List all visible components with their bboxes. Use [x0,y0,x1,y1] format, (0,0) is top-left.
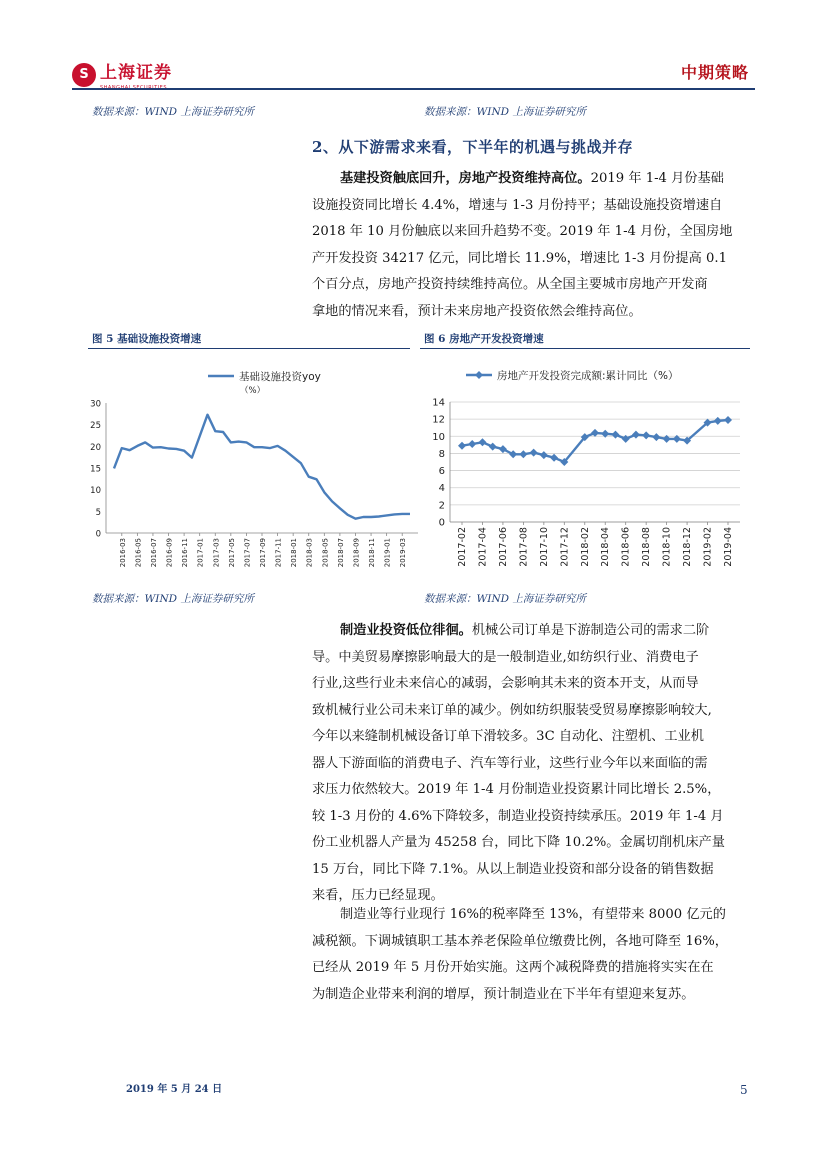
y-tick-label: 12 [432,414,445,426]
x-tick-label: 2017-04 [477,527,489,567]
x-tick-label: 2019-02 [702,527,714,567]
legend-marker [475,371,483,379]
x-tick-label: 2018-05 [321,538,330,568]
para2-line: 致机械行业公司未来订单的减少。例如纺织服装受贸易摩擦影响较大, [312,702,712,718]
x-tick-label: 2017-01 [196,538,205,568]
figure5-title: 图 5 基础设施投资增速 [92,333,202,345]
y-tick-label: 10 [90,486,101,497]
legend-unit: （%） [240,386,266,396]
y-tick-label: 5 [95,507,101,518]
para3-line: 已经从 2019 年 5 月份开始实施。这两个减税降费的措施将实实在在 [312,960,714,975]
para3-line: 减税额。下调城镇职工基本养老保险单位缴费比例，各地可降至 16%， [312,933,728,949]
para1-line: 拿地的情况来看，预计未来房地产投资依然会维持高位。 [312,303,642,319]
x-tick-label: 2018-03 [305,538,314,568]
x-tick-label: 2018-07 [336,538,345,568]
top-source-left: 数据来源：WIND 上海证券研究所 [92,106,254,118]
y-tick-label: 8 [438,448,445,460]
data-point [550,454,558,462]
x-tick-label: 2016-11 [181,538,190,568]
y-tick-label: 6 [438,466,445,478]
infrastructure-investment-chart [88,352,418,582]
x-tick-label: 2017-11 [274,538,283,568]
paragraph-tax-cut [312,902,748,1008]
x-tick-label: 2019-03 [399,538,408,568]
para2-line: 份工业机器人产量为 45258 台，同比下降 10.2%。金属切削机床产量 [312,835,725,850]
header-divider [72,88,755,90]
top-source-right: 数据来源：WIND 上海证券研究所 [424,106,586,118]
y-tick-label: 25 [90,421,101,432]
series-line [114,415,410,519]
figure6-title: 图 6 房地产开发投资增速 [424,333,544,345]
para1-line: 产开发投资 34217 亿元，同比增长 11.9%，增速比 1-3 月份提高 0.1 [312,250,727,266]
section-title: 2、从下游需求来看，下半年的机遇与挑战并存 [312,138,633,156]
data-point [519,450,527,458]
data-point [499,445,507,453]
data-point [540,451,548,459]
x-tick-label: 2016-03 [118,538,127,568]
data-point [642,431,650,439]
para2-line: 行业,这些行业未来信心的减弱，会影响其未来的资本开支，从而导 [312,676,699,691]
page-number: 5 [740,1083,748,1097]
x-tick-label: 2018-11 [368,538,377,568]
para3-line: 制造业等行业现行 16%的税率降至 13%，有望带来 8000 亿元的 [340,907,726,922]
figure6-title-rule [420,348,750,349]
para2-line: 今年以来缝制机械设备订单下滑较多。3C 自动化、注塑机、工业机 [312,729,704,744]
para2-line: 来看，压力已经显现。 [312,888,444,903]
para2-line: 15 万台，同比下降 7.1%。从以上制造业投资和部分设备的销售数据 [312,861,714,877]
legend-label: 房地产开发投资完成额:累计同比（%） [497,370,679,382]
para3-line: 为制造企业带来利润的增厚，预计制造业在下半年有望迎来复苏。 [312,986,695,1002]
footer-date: 2019 年 5 月 24 日 [126,1084,223,1095]
x-tick-label: 2019-01 [383,538,392,568]
para1-line: 设施投资同比增长 4.4%，增速与 1-3 月份持平；基础设施投资增速自 [312,197,723,213]
x-tick-label: 2017-12 [559,527,571,567]
x-tick-label: 2018-06 [620,527,632,567]
y-tick-label: 0 [438,517,445,529]
x-tick-label: 2017-05 [227,538,236,568]
x-tick-label: 2017-03 [212,538,221,568]
company-logo [72,58,172,91]
data-point [478,438,486,446]
para2-lead: 制造业投资低位徘徊。 [340,623,472,638]
paragraph-infrastructure [312,166,748,325]
x-tick-label: 2017-10 [538,527,550,567]
x-tick-label: 2017-06 [497,527,509,567]
para2-line: 求压力依然较大。2019 年 1-4 月份制造业投资累计同比增长 2.5%， [312,782,721,797]
para1-line-1: 基建投资触底回升，房地产投资维持高位。2019 年 1-4 月份基础 [340,171,724,186]
data-point [724,416,732,424]
y-tick-label: 4 [438,483,445,495]
data-point [468,440,476,448]
data-point [632,431,640,439]
y-tick-label: 0 [95,529,101,540]
y-tick-label: 14 [432,397,445,409]
data-point [611,431,619,439]
para1-lead: 基建投资触底回升，房地产投资维持高位。 [340,171,591,186]
para2-line: 较 1-3 月份的 4.6%下降较多，制造业投资持续承压。2019 年 1-4 月 [312,808,724,824]
data-point [509,450,517,458]
para2-line: 导。中美贸易摩擦影响最大的是一般制造业,如纺织行业、消费电子 [312,649,699,665]
para2-line-1: 制造业投资低位徘徊。机械公司订单是下游制造公司的需求二阶 [340,623,710,638]
real-estate-investment-chart [420,352,755,582]
x-tick-label: 2018-04 [600,527,612,567]
y-tick-label: 2 [438,500,445,512]
y-tick-label: 20 [90,442,101,453]
x-tick-label: 2019-04 [723,527,734,567]
para1-line: 个百分点，房地产投资持续维持高位。从全国主要城市房地产开发商 [312,277,708,292]
x-tick-label: 2018-02 [579,527,591,567]
x-tick-label: 2018-08 [641,527,653,567]
data-point [458,442,466,450]
y-tick-label: 30 [90,399,101,410]
y-tick-label: 15 [90,464,101,475]
x-tick-label: 2016-05 [134,538,143,568]
document-type-label: 中期策略 [680,63,749,82]
figure5-title-rule [88,348,410,349]
y-tick-label: 10 [432,431,445,443]
x-tick-label: 2018-01 [290,538,299,568]
data-point [652,433,660,441]
x-tick-label: 2017-02 [457,527,468,567]
data-point [530,449,538,457]
legend-label: 基础设施投资yoy [239,371,321,383]
x-tick-label: 2017-08 [518,527,530,567]
logo-name-cn: 上海证券 [100,63,172,83]
data-point [714,417,722,425]
x-tick-label: 2018-12 [682,527,694,567]
x-tick-label: 2016-09 [165,538,174,568]
para1-line: 2018 年 10 月份触底以来回升趋势不变。2019 年 1-4 月份，全国房地 [312,224,733,239]
logo-mark-icon: S [72,63,96,87]
data-point [489,443,497,451]
x-tick-label: 2016-07 [149,538,158,568]
para2-line: 器人下游面临的消费电子、汽车等行业，这些行业今年以来面临的需 [312,755,708,771]
paragraph-manufacturing [312,618,748,910]
x-tick-label: 2018-10 [661,527,673,567]
x-tick-label: 2017-07 [243,538,252,568]
data-point [591,429,599,437]
x-tick-label: 2017-09 [259,538,267,568]
figure6-source: 数据来源：WIND 上海证券研究所 [424,593,586,605]
x-tick-label: 2018-09 [352,538,361,568]
figure5-source: 数据来源：WIND 上海证券研究所 [92,593,254,605]
